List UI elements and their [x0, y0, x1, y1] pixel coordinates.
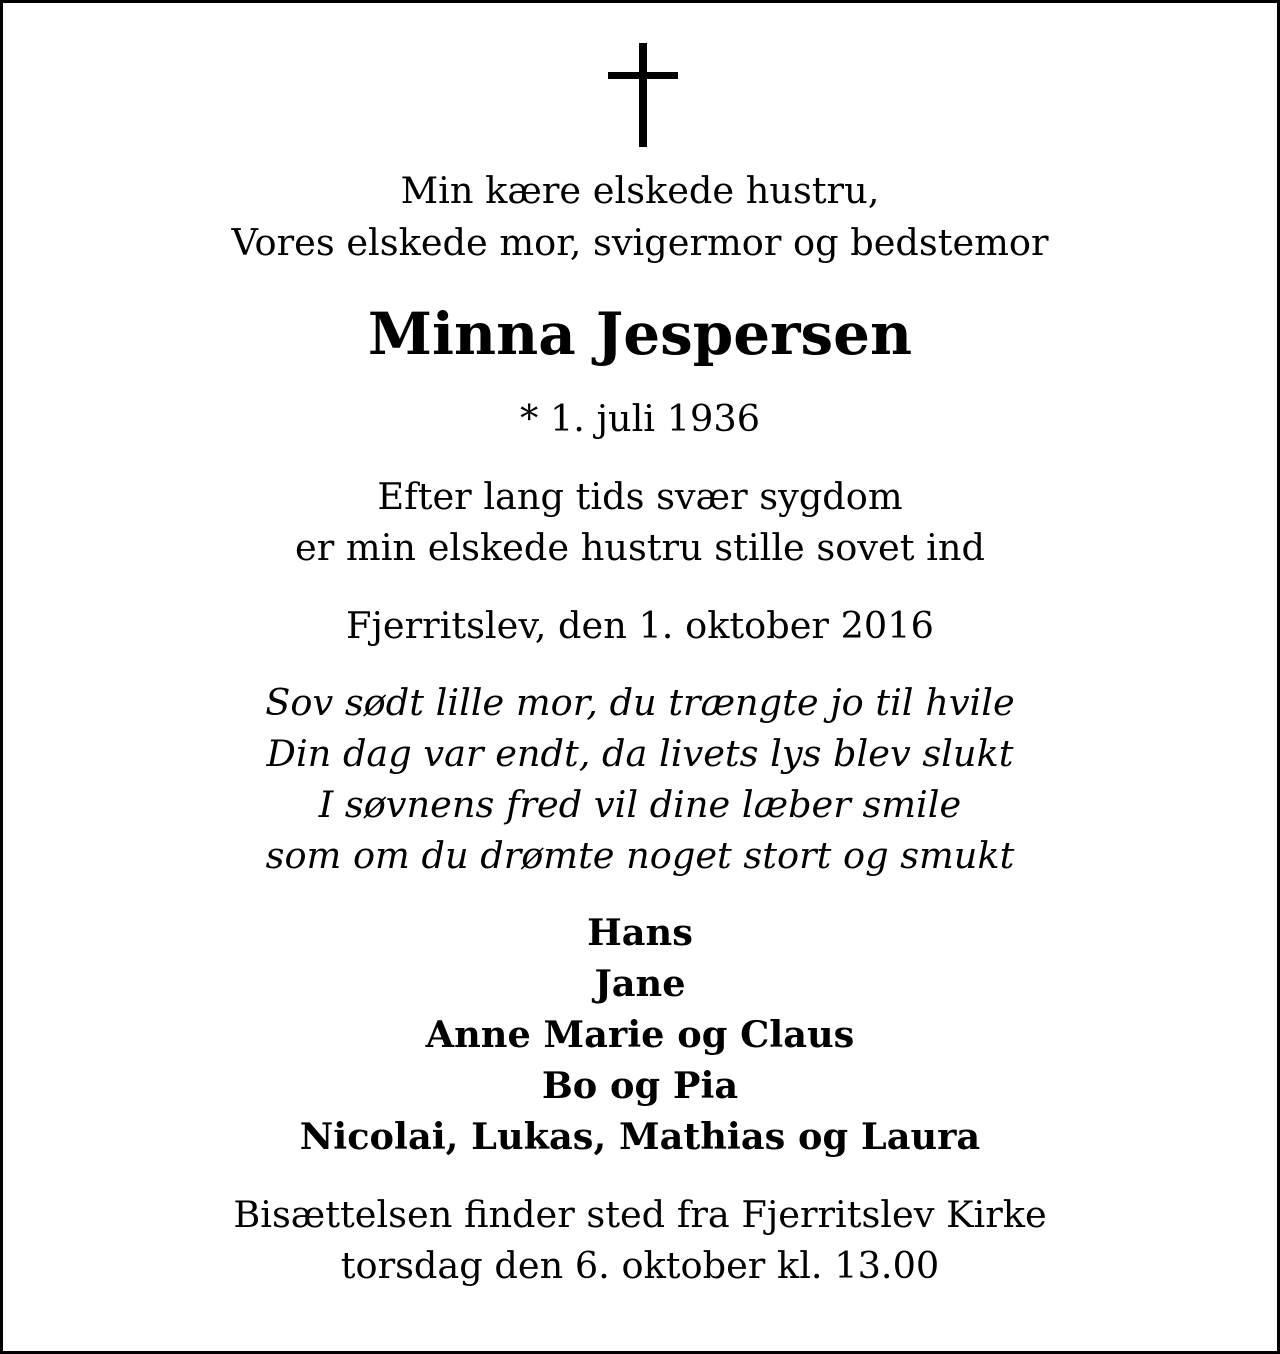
greeting-line-1: Min kære elskede hustru, — [400, 169, 880, 212]
birth-date: * 1. juli 1936 — [519, 397, 761, 440]
mourner-1: Hans — [587, 911, 693, 954]
passing-line-2: er min elskede hustru stille sovet ind — [295, 526, 985, 569]
deceased-name: Minna Jespersen — [367, 300, 913, 368]
verse-line-2: Din dag var endt, da livets lys blev slukt — [266, 732, 1014, 775]
cross-icon — [608, 43, 678, 147]
funeral-line-1: Bisættelsen finder sted fra Fjerritslev Kirke — [233, 1193, 1047, 1236]
verse-line-1: Sov sødt lille mor, du trængte jo til hvile — [265, 681, 1015, 724]
place-date: Fjerritslev, den 1. oktober 2016 — [346, 604, 934, 647]
funeral-line-2: torsdag den 6. oktober kl. 13.00 — [340, 1244, 940, 1287]
passing-line-1: Efter lang tids svær sygdom — [377, 475, 903, 518]
cross-horizontal-bar — [608, 72, 678, 79]
verse-line-4: som om du drømte noget stort og smukt — [265, 834, 1015, 877]
cross-vertical-bar — [639, 43, 647, 147]
mourner-5: Nicolai, Lukas, Mathias og Laura — [299, 1115, 981, 1158]
verse-line-3: I søvnens fred vil dine læber smile — [318, 783, 962, 826]
mourner-3: Anne Marie og Claus — [425, 1013, 855, 1056]
greeting-line-2: Vores elskede mor, svigermor og bedstemor — [231, 221, 1049, 264]
mourner-4: Bo og Pia — [541, 1064, 739, 1107]
mourner-2: Jane — [594, 962, 686, 1005]
